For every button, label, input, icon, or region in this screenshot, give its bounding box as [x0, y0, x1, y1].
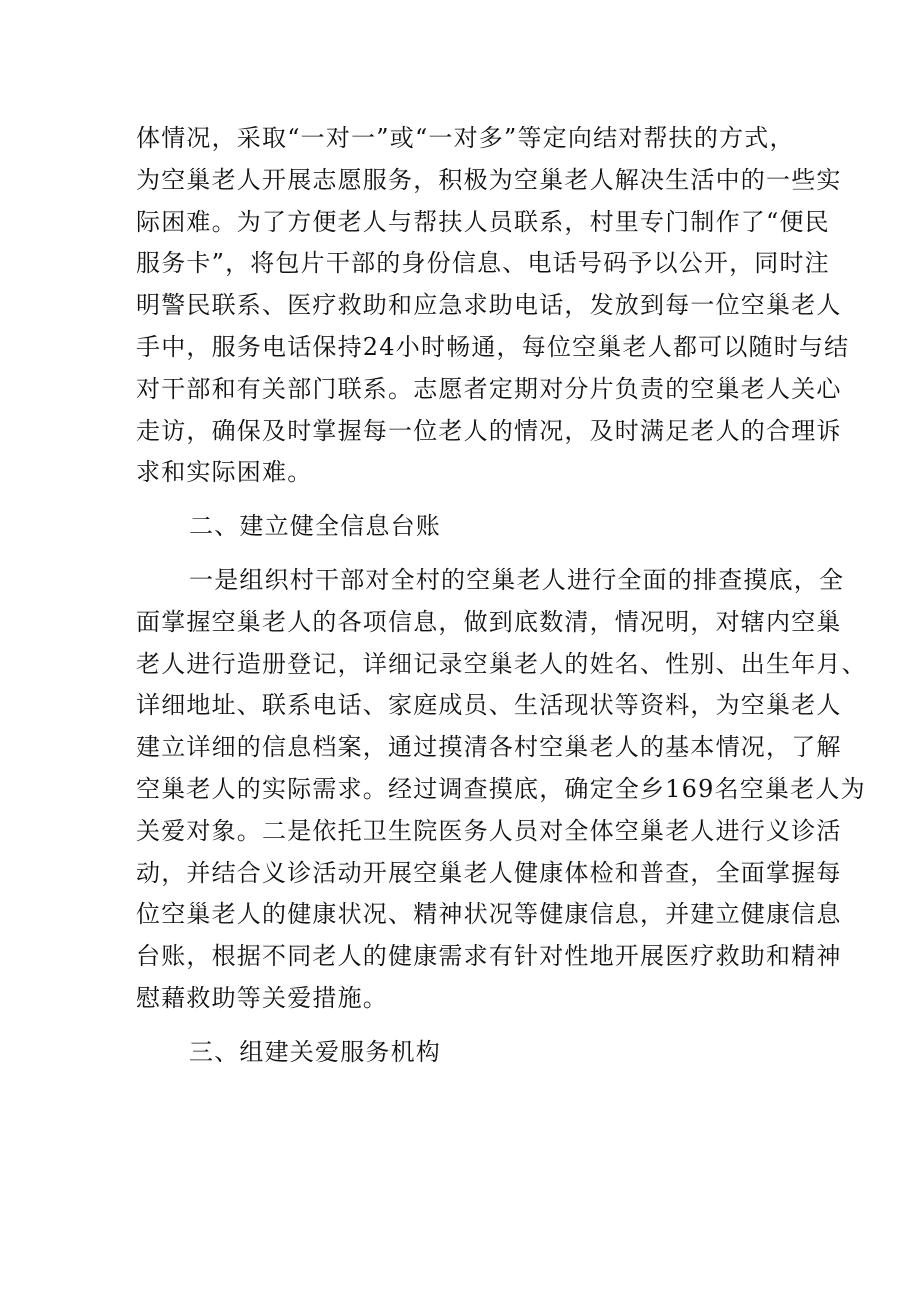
paragraph-volunteer-service [136, 118, 850, 494]
text-line: 慰藉救助等关爱措施。 [136, 983, 388, 1012]
text-line: 服务卡”，将包片干部的身份信息、电话号码予以公开，同时注 [136, 249, 830, 278]
text-line: 为空巢老人开展志愿服务，积极为空巢老人解决生活中的一些实 [136, 165, 842, 194]
text-line: 手中，服务电话保持24小时畅通，每位空巢老人都可以随时与结 [136, 332, 850, 361]
paragraph-info-ledger [136, 560, 867, 1020]
section-heading-info-ledger: 二、建立健全信息台账 [189, 512, 441, 541]
text-line: 体情况，采取“一对一”或“一对多”等定向结对帮扶的方式， [136, 124, 795, 152]
text-line: 一是组织村干部对全村的空巢老人进行全面的排查摸底，全 [189, 565, 845, 594]
text-line: 走访，确保及时掌握每一位老人的情况，及时满足老人的合理诉 [136, 416, 842, 445]
section-heading-care-service: 三、组建关爱服务机构 [189, 1037, 441, 1066]
text-line: 建立详细的信息档案，通过摸清各村空巢老人的基本情况，了解 [136, 733, 842, 762]
text-line: 对干部和有关部门联系。志愿者定期对分片负责的空巢老人关心 [136, 374, 842, 403]
text-line: 关爱对象。二是依托卫生院医务人员对全体空巢老人进行义诊活 [136, 816, 842, 845]
text-line: 明警民联系、医疗救助和应急求助电话，发放到每一位空巢老人 [136, 291, 842, 320]
text-line: 面掌握空巢老人的各项信息，做到底数清，情况明，对辖内空巢 [136, 607, 842, 636]
text-line: 空巢老人的实际需求。经过调查摸底，确定全乡169名空巢老人为 [136, 774, 866, 803]
text-line: 动，并结合义诊活动开展空巢老人健康体检和普查，全面掌握每 [136, 858, 842, 887]
document-body [136, 118, 867, 1074]
text-line: 求和实际困难。 [136, 458, 313, 487]
text-line: 老人进行造册登记，详细记录空巢老人的姓名、性别、出生年月、 [136, 649, 867, 678]
text-line: 台账，根据不同老人的健康需求有针对性地开展医疗救助和精神 [136, 942, 842, 971]
text-line: 详细地址、联系电话、家庭成员、生活现状等资料，为空巢老人 [136, 691, 842, 720]
text-line: 际困难。为了方便老人与帮扶人员联系，村里专门制作了“便民 [136, 207, 830, 236]
text-line: 位空巢老人的健康状况、精神状况等健康信息，并建立健康信息 [136, 900, 842, 929]
